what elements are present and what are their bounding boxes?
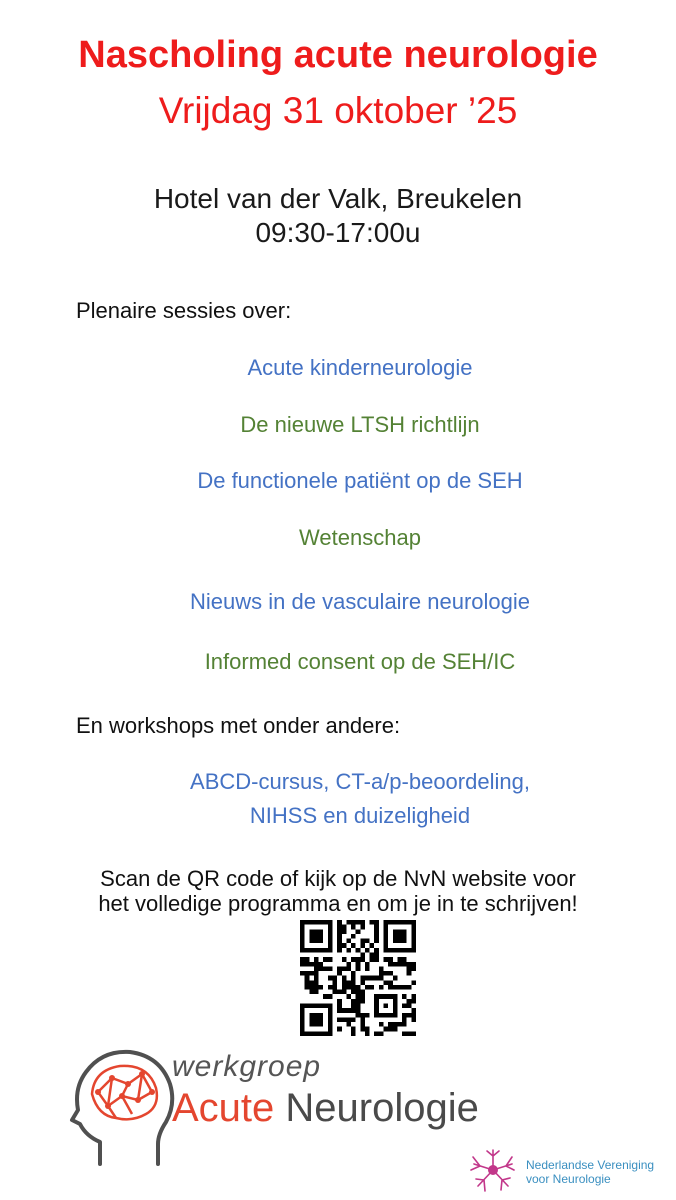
qr-module: [411, 1013, 416, 1018]
qr-module: [346, 1022, 351, 1027]
qr-module: [384, 980, 389, 985]
qr-module: [388, 962, 393, 967]
logo-title-neurologie: Neurologie: [285, 1086, 479, 1130]
qr-module: [342, 980, 347, 985]
qr-module: [300, 957, 305, 962]
qr-module: [384, 971, 389, 976]
session-item: De nieuwe LTSH richtlijn: [240, 412, 480, 437]
qr-module: [407, 985, 412, 990]
qr-module: [309, 962, 314, 967]
qr-module: [402, 1004, 407, 1009]
qr-module: [337, 939, 342, 944]
qr-module: [351, 985, 356, 990]
cta-line: het volledige programma en om je in te schrijven!: [98, 891, 578, 916]
qr-module: [374, 920, 379, 925]
qr-module: [346, 939, 351, 944]
qr-module: [360, 994, 365, 999]
qr-module: [407, 962, 412, 967]
qr-module: [393, 962, 398, 967]
qr-module: [407, 1013, 412, 1018]
qr-module: [314, 985, 319, 990]
qr-module: [360, 920, 365, 925]
qr-module: [342, 1008, 347, 1013]
page-title: Nascholing acute neurologie: [78, 34, 598, 76]
qr-module: [319, 966, 324, 971]
qr-module: [370, 943, 375, 948]
qr-module: [374, 948, 379, 953]
qr-module: [384, 1027, 389, 1032]
qr-module: [365, 1013, 370, 1018]
qr-module: [407, 971, 412, 976]
qr-module: [351, 1017, 356, 1022]
qr-module: [411, 1008, 416, 1013]
qr-module: [328, 985, 333, 990]
qr-module: [346, 980, 351, 985]
qr-module: [365, 948, 370, 953]
qr-module: [379, 1022, 384, 1027]
qr-module: [305, 962, 310, 967]
qr-module: [402, 957, 407, 962]
qr-module: [379, 966, 384, 971]
qr-module: [388, 980, 393, 985]
qr-module: [411, 999, 416, 1004]
qr-module: [411, 980, 416, 985]
qr-module: [379, 976, 384, 981]
qr-module: [309, 985, 314, 990]
venue-time: 09:30-17:00u: [255, 217, 421, 248]
workshops-intro: En workshops met onder andere:: [76, 713, 401, 738]
qr-module: [374, 939, 379, 944]
qr-module: [323, 966, 328, 971]
qr-module: [337, 990, 342, 995]
nvn-logo-text: [526, 1158, 654, 1186]
qr-module: [332, 990, 337, 995]
qr-module: [388, 1027, 393, 1032]
qr-module: [346, 994, 351, 999]
qr-module: [305, 985, 310, 990]
qr-module: [356, 1004, 361, 1009]
qr-module: [397, 985, 402, 990]
qr-module: [407, 1004, 412, 1009]
qr-module: [351, 925, 356, 930]
qr-module: [351, 934, 356, 939]
qr-module: [328, 994, 333, 999]
qr-module: [360, 976, 365, 981]
brain-head-icon: [62, 1044, 177, 1169]
nvn-line: voor Neurologie: [526, 1172, 611, 1186]
qr-module: [351, 999, 356, 1004]
qr-module: [337, 966, 342, 971]
qr-module: [337, 925, 342, 930]
qr-module: [346, 966, 351, 971]
qr-module: [351, 920, 356, 925]
qr-module: [346, 1008, 351, 1013]
plenary-intro: Plenaire sessies over:: [76, 298, 292, 323]
qr-module: [342, 1017, 347, 1022]
qr-module: [356, 994, 361, 999]
qr-module: [337, 943, 342, 948]
qr-module: [328, 957, 333, 962]
qr-module: [374, 957, 379, 962]
qr-module: [351, 1008, 356, 1013]
event-date: Vrijdag 31 oktober ’25: [158, 90, 518, 131]
qr-module: [365, 1027, 370, 1032]
qr-module: [370, 957, 375, 962]
qr-module: [300, 971, 305, 976]
qr-module: [342, 929, 347, 934]
qr-module: [388, 971, 393, 976]
qr-module: [365, 976, 370, 981]
qr-module: [342, 943, 347, 948]
qr-module: [407, 1031, 412, 1036]
qr-module: [351, 980, 356, 985]
qr-module: [346, 920, 351, 925]
qr-module: [346, 948, 351, 953]
qr-module: [365, 985, 370, 990]
qr-module: [356, 966, 361, 971]
qr-module: [351, 1027, 356, 1032]
qr-module: [379, 985, 384, 990]
neuron-icon: [468, 1146, 518, 1194]
qr-module: [356, 948, 361, 953]
qr-module: [356, 920, 361, 925]
qr-module: [365, 939, 370, 944]
qr-module: [309, 980, 314, 985]
qr-module: [370, 985, 375, 990]
qr-module: [370, 976, 375, 981]
qr-module: [402, 1031, 407, 1036]
qr-module: [374, 1031, 379, 1036]
qr-module: [402, 985, 407, 990]
qr-module: [305, 976, 310, 981]
qr-module: [309, 990, 314, 995]
qr-module: [360, 957, 365, 962]
call-to-action: [0, 866, 676, 916]
qr-module: [319, 985, 324, 990]
session-item: Acute kinderneurologie: [247, 355, 473, 380]
qr-module: [337, 1017, 342, 1022]
qr-module: [360, 1027, 365, 1032]
qr-module: [337, 948, 342, 953]
qr-module: [360, 999, 365, 1004]
qr-module: [337, 1008, 342, 1013]
qr-module: [402, 1013, 407, 1018]
qr-module: [360, 925, 365, 930]
qr-module: [397, 957, 402, 962]
qr-module: [328, 976, 333, 981]
qr-module: [402, 962, 407, 967]
qr-module: [342, 966, 347, 971]
qr-module: [342, 925, 347, 930]
qr-module: [388, 1022, 393, 1027]
qr-module: [374, 976, 379, 981]
qr-module: [411, 994, 416, 999]
cta-line: Scan de QR code of kijk op de NvN website voor: [100, 866, 576, 891]
qr-module: [351, 971, 356, 976]
qr-module: [411, 1017, 416, 1022]
qr-module: [314, 966, 319, 971]
qr-module: [374, 925, 379, 930]
session-item: Nieuws in de vasculaire neurologie: [190, 589, 530, 614]
qr-module: [360, 943, 365, 948]
workshops-line: NIHSS en duizeligheid: [249, 803, 471, 828]
session-item: De functionele patiënt op de SEH: [197, 468, 523, 493]
qr-module: [356, 929, 361, 934]
qr-module: [393, 985, 398, 990]
qr-module: [342, 985, 347, 990]
qr-module: [346, 985, 351, 990]
qr-module: [365, 966, 370, 971]
qr-module: [309, 971, 314, 976]
qr-module: [351, 1031, 356, 1036]
qr-module: [384, 957, 389, 962]
qr-module: [379, 1031, 384, 1036]
qr-module: [342, 957, 347, 962]
qr-module: [319, 962, 324, 967]
qr-module: [374, 952, 379, 957]
workshops-list: [22, 765, 676, 833]
qr-module: [402, 1022, 407, 1027]
qr-module: [342, 990, 347, 995]
qr-module: [365, 1031, 370, 1036]
qr-module: [351, 943, 356, 948]
qr-module: [337, 1027, 342, 1032]
qr-module: [397, 962, 402, 967]
qr-module: [314, 957, 319, 962]
qr-module: [370, 920, 375, 925]
qr-module: [356, 999, 361, 1004]
qr-module: [314, 962, 319, 967]
qr-module: [351, 1004, 356, 1009]
qr-module: [323, 994, 328, 999]
qr-module: [407, 966, 412, 971]
qr-module: [360, 939, 365, 944]
logo-title: [172, 1086, 479, 1131]
qr-module: [370, 952, 375, 957]
qr-module: [356, 957, 361, 962]
qr-module: [337, 929, 342, 934]
qr-module: [337, 934, 342, 939]
qr-module: [305, 971, 310, 976]
qr-module: [411, 962, 416, 967]
qr-module: [360, 1022, 365, 1027]
qr-module: [402, 994, 407, 999]
session-item: Wetenschap: [299, 525, 421, 550]
qr-module: [397, 1022, 402, 1027]
qr-code-icon[interactable]: [300, 920, 416, 1036]
qr-module: [407, 999, 412, 1004]
logo-subtitle: werkgroep: [172, 1050, 322, 1083]
qr-module: [337, 920, 342, 925]
qr-module: [374, 929, 379, 934]
qr-module: [356, 962, 361, 967]
qr-module: [393, 976, 398, 981]
qr-module: [411, 1031, 416, 1036]
qr-module: [388, 985, 393, 990]
qr-module: [342, 976, 347, 981]
qr-module: [356, 1013, 361, 1018]
qr-module: [346, 962, 351, 967]
qr-module: [346, 1017, 351, 1022]
qr-module: [374, 934, 379, 939]
qr-module: [356, 985, 361, 990]
qr-module: [360, 1013, 365, 1018]
qr-module: [332, 976, 337, 981]
qr-module: [300, 962, 305, 967]
qr-module: [351, 957, 356, 962]
logo-title-acute: Acute: [172, 1086, 275, 1130]
qr-module: [360, 990, 365, 995]
qr-module: [332, 980, 337, 985]
qr-module: [388, 957, 393, 962]
qr-module: [314, 971, 319, 976]
workshops-line: ABCD-cursus, CT-a/p-beoordeling,: [190, 769, 530, 794]
qr-module: [314, 990, 319, 995]
qr-module: [365, 962, 370, 967]
qr-module: [379, 971, 384, 976]
qr-module: [305, 957, 310, 962]
qr-module: [356, 1008, 361, 1013]
qr-module: [411, 966, 416, 971]
qr-module: [351, 990, 356, 995]
session-item: Informed consent op de SEH/IC: [204, 649, 516, 674]
nvn-line: Nederlandse Vereniging: [526, 1158, 655, 1172]
qr-module: [351, 976, 356, 981]
qr-module: [305, 980, 310, 985]
qr-module: [337, 971, 342, 976]
qr-module: [360, 952, 365, 957]
venue-block: [0, 182, 676, 250]
qr-module: [323, 957, 328, 962]
qr-module: [360, 1017, 365, 1022]
qr-module: [314, 976, 319, 981]
qr-module: [337, 1004, 342, 1009]
qr-module: [356, 990, 361, 995]
qr-module: [314, 980, 319, 985]
venue-location: Hotel van der Valk, Breukelen: [153, 183, 523, 214]
qr-module: [360, 980, 365, 985]
qr-module: [328, 966, 333, 971]
qr-module: [393, 1022, 398, 1027]
qr-module: [337, 999, 342, 1004]
qr-module: [402, 1017, 407, 1022]
qr-module: [393, 1027, 398, 1032]
qr-module: [332, 985, 337, 990]
